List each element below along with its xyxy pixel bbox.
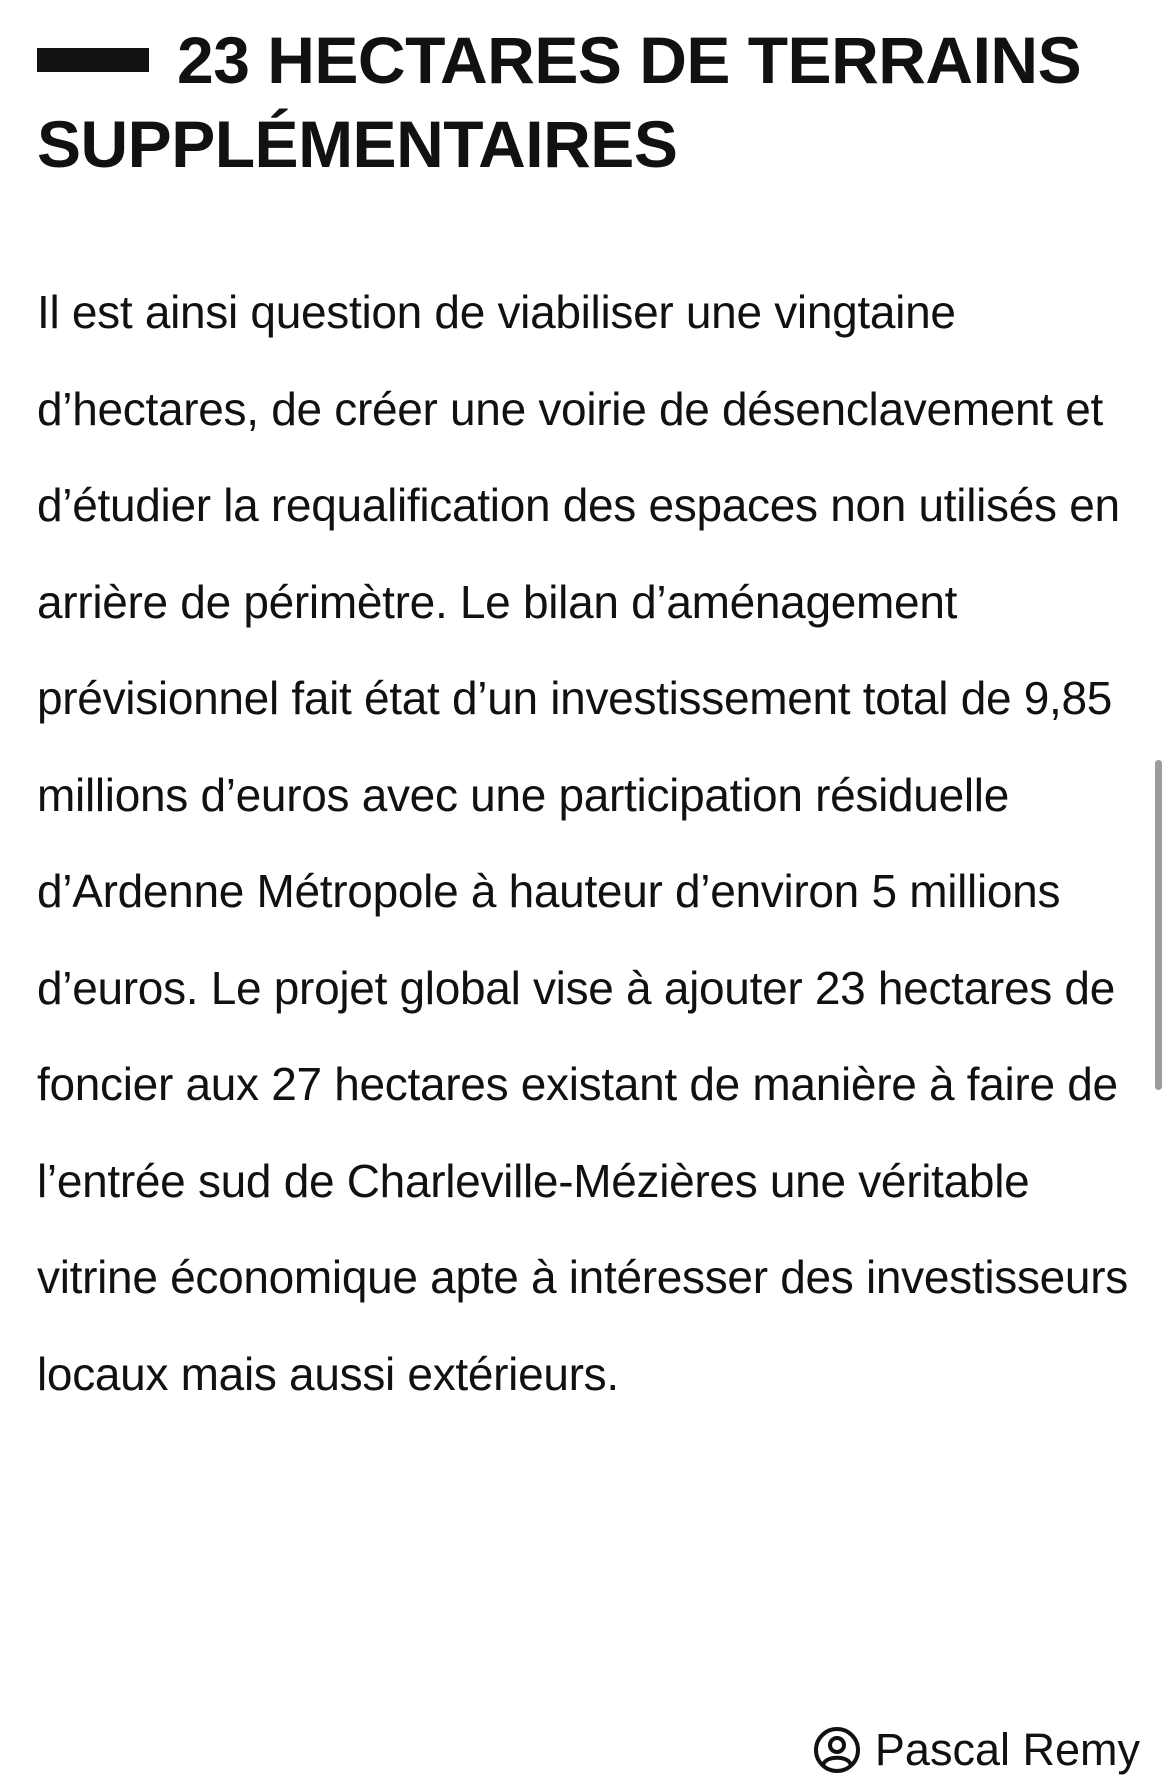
section-heading-text: 23 HECTARES DE TERRAINS SUPPLÉMENTAIRES: [37, 23, 1082, 181]
user-circle-icon: [813, 1726, 861, 1774]
scrollbar[interactable]: [1155, 760, 1162, 1090]
section-heading: [37, 0, 1137, 186]
article-paragraph: Il est ainsi question de viabiliser une vingtaine d’hectares, de créer une voirie de désenclavement et d’étudier la requalification des espaces non utilisés en arrière de périmètre. Le bilan d’aménagement prévisionnel fait état d’un investissement total de 9,85 millions d’euros avec une participation résiduelle d’Ardenne Métropole à hauteur d’environ 5 millions d’euros. Le projet global vise à ajouter 23 hectares de foncier aux 27 hectares existant de manière à faire de l’entrée sud de Charleville-Mézières une véritable vitrine économique apte à intéresser des investisseurs locaux mais aussi extérieurs.: [37, 286, 1128, 1400]
photo-credit: [813, 1720, 1140, 1780]
article: [37, 0, 1137, 1422]
heading-bar-decoration: [37, 48, 149, 72]
credit-author: Pascal Remy: [874, 1724, 1140, 1775]
